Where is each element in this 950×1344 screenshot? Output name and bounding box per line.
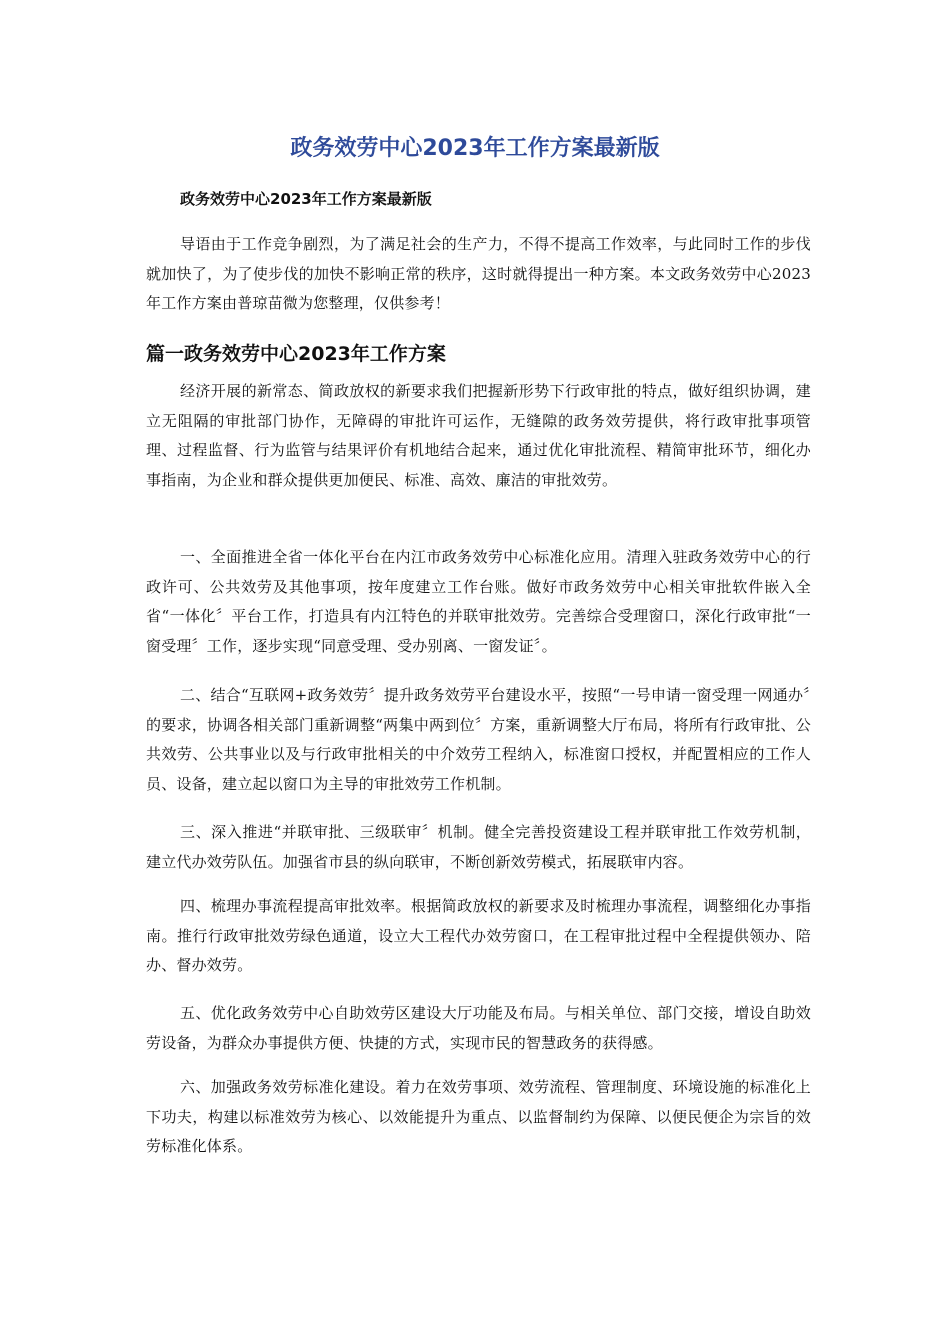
intro-paragraph: 导语由于工作竞争剧烈，为了满足社会的生产力，不得不提高工作效率，与此同时工作的步伐就加快了，为了使步伐的加快不影响正常的秩序，这时就得提出一种方案。本文政务效劳中心2023年工作方案由普琼苗微为您整理，仅供参考！: [146, 235, 811, 312]
body-paragraph: 二、结合“互联网+政务效劳〞提升政务效劳平台建设水平，按照“一号申请一窗受理一网通办〞的要求，协调各相关部门重新调整“两集中两到位〞方案，重新调整大厅布局，将所有行政审批、公共效劳、公共事业以及与行政审批相关的中介效劳工程纳入，标准窗口授权，并配置相应的工作人员、设备，建立起以窗口为主导的审批效劳工作机制。: [146, 686, 811, 793]
body-paragraph: 五、优化政务效劳中心自助效劳区建设大厅功能及布局。与相关单位、部门交接，增设自助效劳设备，为群众办事提供方便、快捷的方式，实现市民的智慧政务的获得感。: [146, 1004, 811, 1052]
body-paragraph: 三、深入推进“并联审批、三级联审〞机制。健全完善投资建设工程并联审批工作效劳机制，建立代办效劳队伍。加强省市县的纵向联审，不断创新效劳模式，拓展联审内容。: [146, 823, 811, 871]
body-paragraph: 六、加强政务效劳标准化建设。着力在效劳事项、效劳流程、管理制度、环境设施的标准化上下功夫，构建以标准效劳为核心、以效能提升为重点、以监督制约为保障、以便民便企为宗旨的效劳标准化体系。: [146, 1078, 811, 1155]
document-title: 政务效劳中心2023年工作方案最新版: [290, 136, 660, 161]
section-title: 篇一政务效劳中心2023年工作方案: [146, 343, 446, 365]
document-subtitle: 政务效劳中心2023年工作方案最新版: [180, 190, 432, 208]
body-paragraph: 一、全面推进全省一体化平台在内江市政务效劳中心标准化应用。清理入驻政务效劳中心的行政许可、公共效劳及其他事项，按年度建立工作台账。做好市政务效劳中心相关审批软件嵌入全省“一体化〞平台工作，打造具有内江特色的并联审批效劳。完善综合受理窗口，深化行政审批“一窗受理〞工作，逐步实现“同意受理、受办别离、一窗发证〞。: [146, 548, 811, 655]
body-paragraph: 四、梳理办事流程提高审批效率。根据简政放权的新要求及时梳理办事流程，调整细化办事指南。推行行政审批效劳绿色通道，设立大工程代办效劳窗口，在工程审批过程中全程提供领办、陪办、督办效劳。: [146, 897, 811, 974]
body-paragraph: 经济开展的新常态、简政放权的新要求我们把握新形势下行政审批的特点，做好组织协调，建立无阻隔的审批部门协作，无障碍的审批许可运作，无缝隙的政务效劳提供，将行政审批事项管理、过程监督、行为监管与结果评价有机地结合起来，通过优化审批流程、精简审批环节，细化办事指南，为企业和群众提供更加便民、标准、高效、廉洁的审批效劳。: [146, 382, 811, 489]
